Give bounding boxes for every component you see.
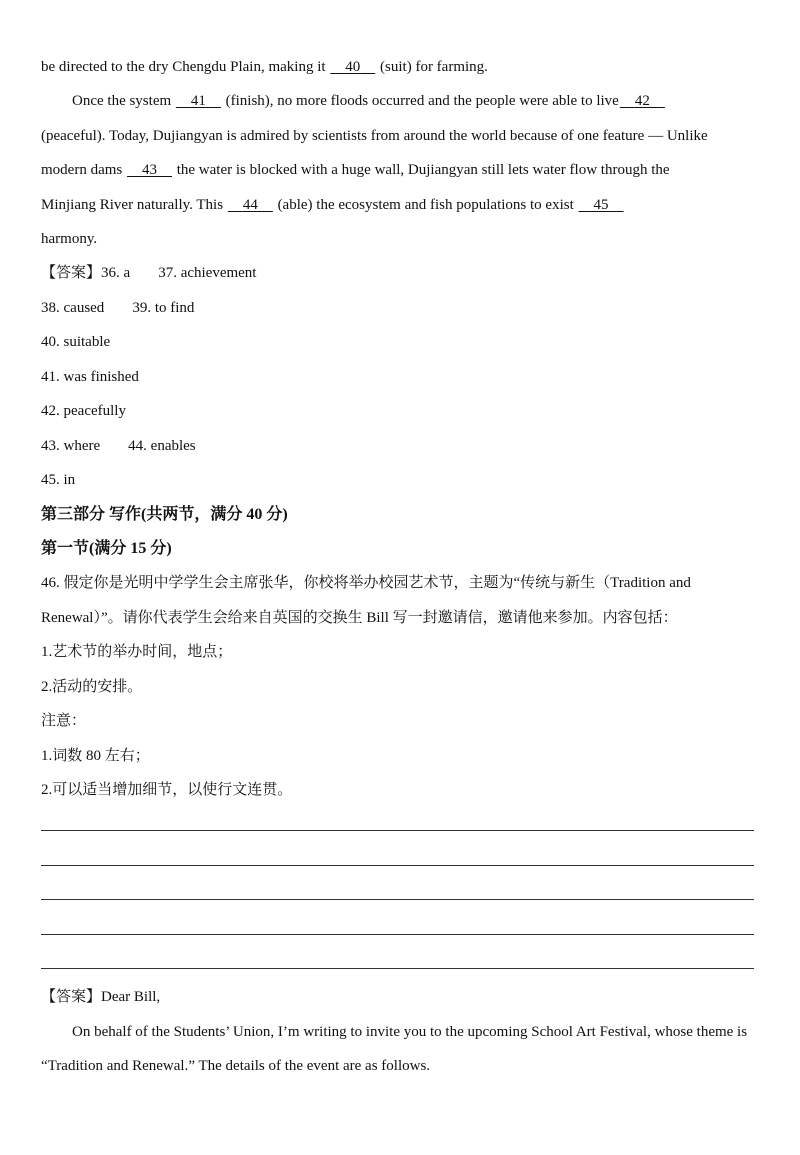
passage-text: be directed to the dry Chengdu Plain, making it — [41, 59, 330, 75]
blank-43: 43 — [141, 162, 157, 178]
answer-item: 38. caused — [41, 300, 105, 316]
task-line: 46. 假定你是光明中学学生会主席张华，你校将举办校园艺术节，主题为“传统与新生（Tradition and — [41, 575, 691, 591]
passage-text: (finish), no more floods occurred and the people were able to live — [221, 93, 619, 109]
writing-line — [41, 934, 754, 935]
passage-line — [41, 57, 488, 77]
passage-text: Once the system — [72, 93, 175, 109]
essay-line: On behalf of the Students’ Union, I’m writing to invite you to the upcoming School Art Festival, whose theme is — [72, 1024, 748, 1040]
blank-44: 44 — [242, 197, 258, 213]
answer-line — [41, 263, 256, 283]
subsection-title: 第一节(满分 15 分) — [41, 540, 172, 557]
passage-text: (peaceful). Today, Dujiangyan is admired by scientists from around the world because of one feature — Unlike — [41, 128, 708, 144]
task-line: Renewal）”。请你代表学生会给来自英国的交换生 Bill 写一封邀请信，邀请他来参加。内容包括： — [41, 610, 678, 626]
blank-40: 40 — [345, 59, 361, 75]
note-title: 注意： — [41, 713, 87, 729]
note-item: 1.词数 80 左右； — [41, 748, 150, 764]
answer-item: 43. where — [41, 438, 101, 454]
answer-line — [41, 367, 139, 387]
essay-line — [41, 987, 160, 1007]
answer-item: 37. achievement — [158, 265, 257, 281]
passage-text: Minjiang River naturally. This — [41, 197, 227, 213]
answer-item: 44. enables — [128, 438, 196, 454]
passage-line — [41, 160, 670, 180]
passage-text: harmony. — [41, 231, 98, 247]
writing-line — [41, 830, 754, 831]
note-item: 2.可以适当增加细节，以使行文连贯。 — [41, 782, 293, 798]
answer-line — [41, 470, 75, 490]
passage-text: modern dams — [41, 162, 126, 178]
section-title: 第三部分 写作(共两节，满分 40 分) — [41, 506, 288, 523]
task-item: 2.活动的安排。 — [41, 679, 143, 695]
blank-41: 41 — [190, 93, 206, 109]
passage-line — [41, 229, 97, 249]
passage-line — [41, 126, 708, 146]
answer-line — [41, 436, 196, 456]
answer-item: 41. was finished — [41, 369, 139, 385]
writing-line — [41, 899, 754, 900]
passage-text: the water is blocked with a huge wall, Dujiangyan still lets water flow through the — [172, 162, 670, 178]
blank-45: 45 — [593, 197, 609, 213]
answer-item: 45. in — [41, 472, 76, 488]
answer-label: 【答案】 — [41, 989, 102, 1005]
passage-line — [72, 91, 666, 111]
writing-line — [41, 968, 754, 969]
answer-line — [41, 298, 194, 318]
answer-line — [41, 401, 126, 421]
answer-item: 36. a — [101, 265, 131, 281]
passage-line — [41, 195, 625, 215]
answer-label: 【答案】 — [41, 265, 102, 281]
answer-item: 40. suitable — [41, 334, 111, 350]
writing-line — [41, 865, 754, 866]
passage-text: (suit) for farming. — [376, 59, 488, 75]
essay-greeting: Dear Bill, — [101, 989, 161, 1005]
answer-item: 39. to find — [132, 300, 195, 316]
answer-line — [41, 332, 110, 352]
task-item: 1.艺术节的举办时间，地点； — [41, 644, 233, 660]
answer-item: 42. peacefully — [41, 403, 126, 419]
essay-line: “Tradition and Renewal.” The details of the event are as follows. — [41, 1058, 431, 1074]
blank-42: 42 — [634, 93, 650, 109]
passage-text: (able) the ecosystem and fish populations to exist — [273, 197, 578, 213]
